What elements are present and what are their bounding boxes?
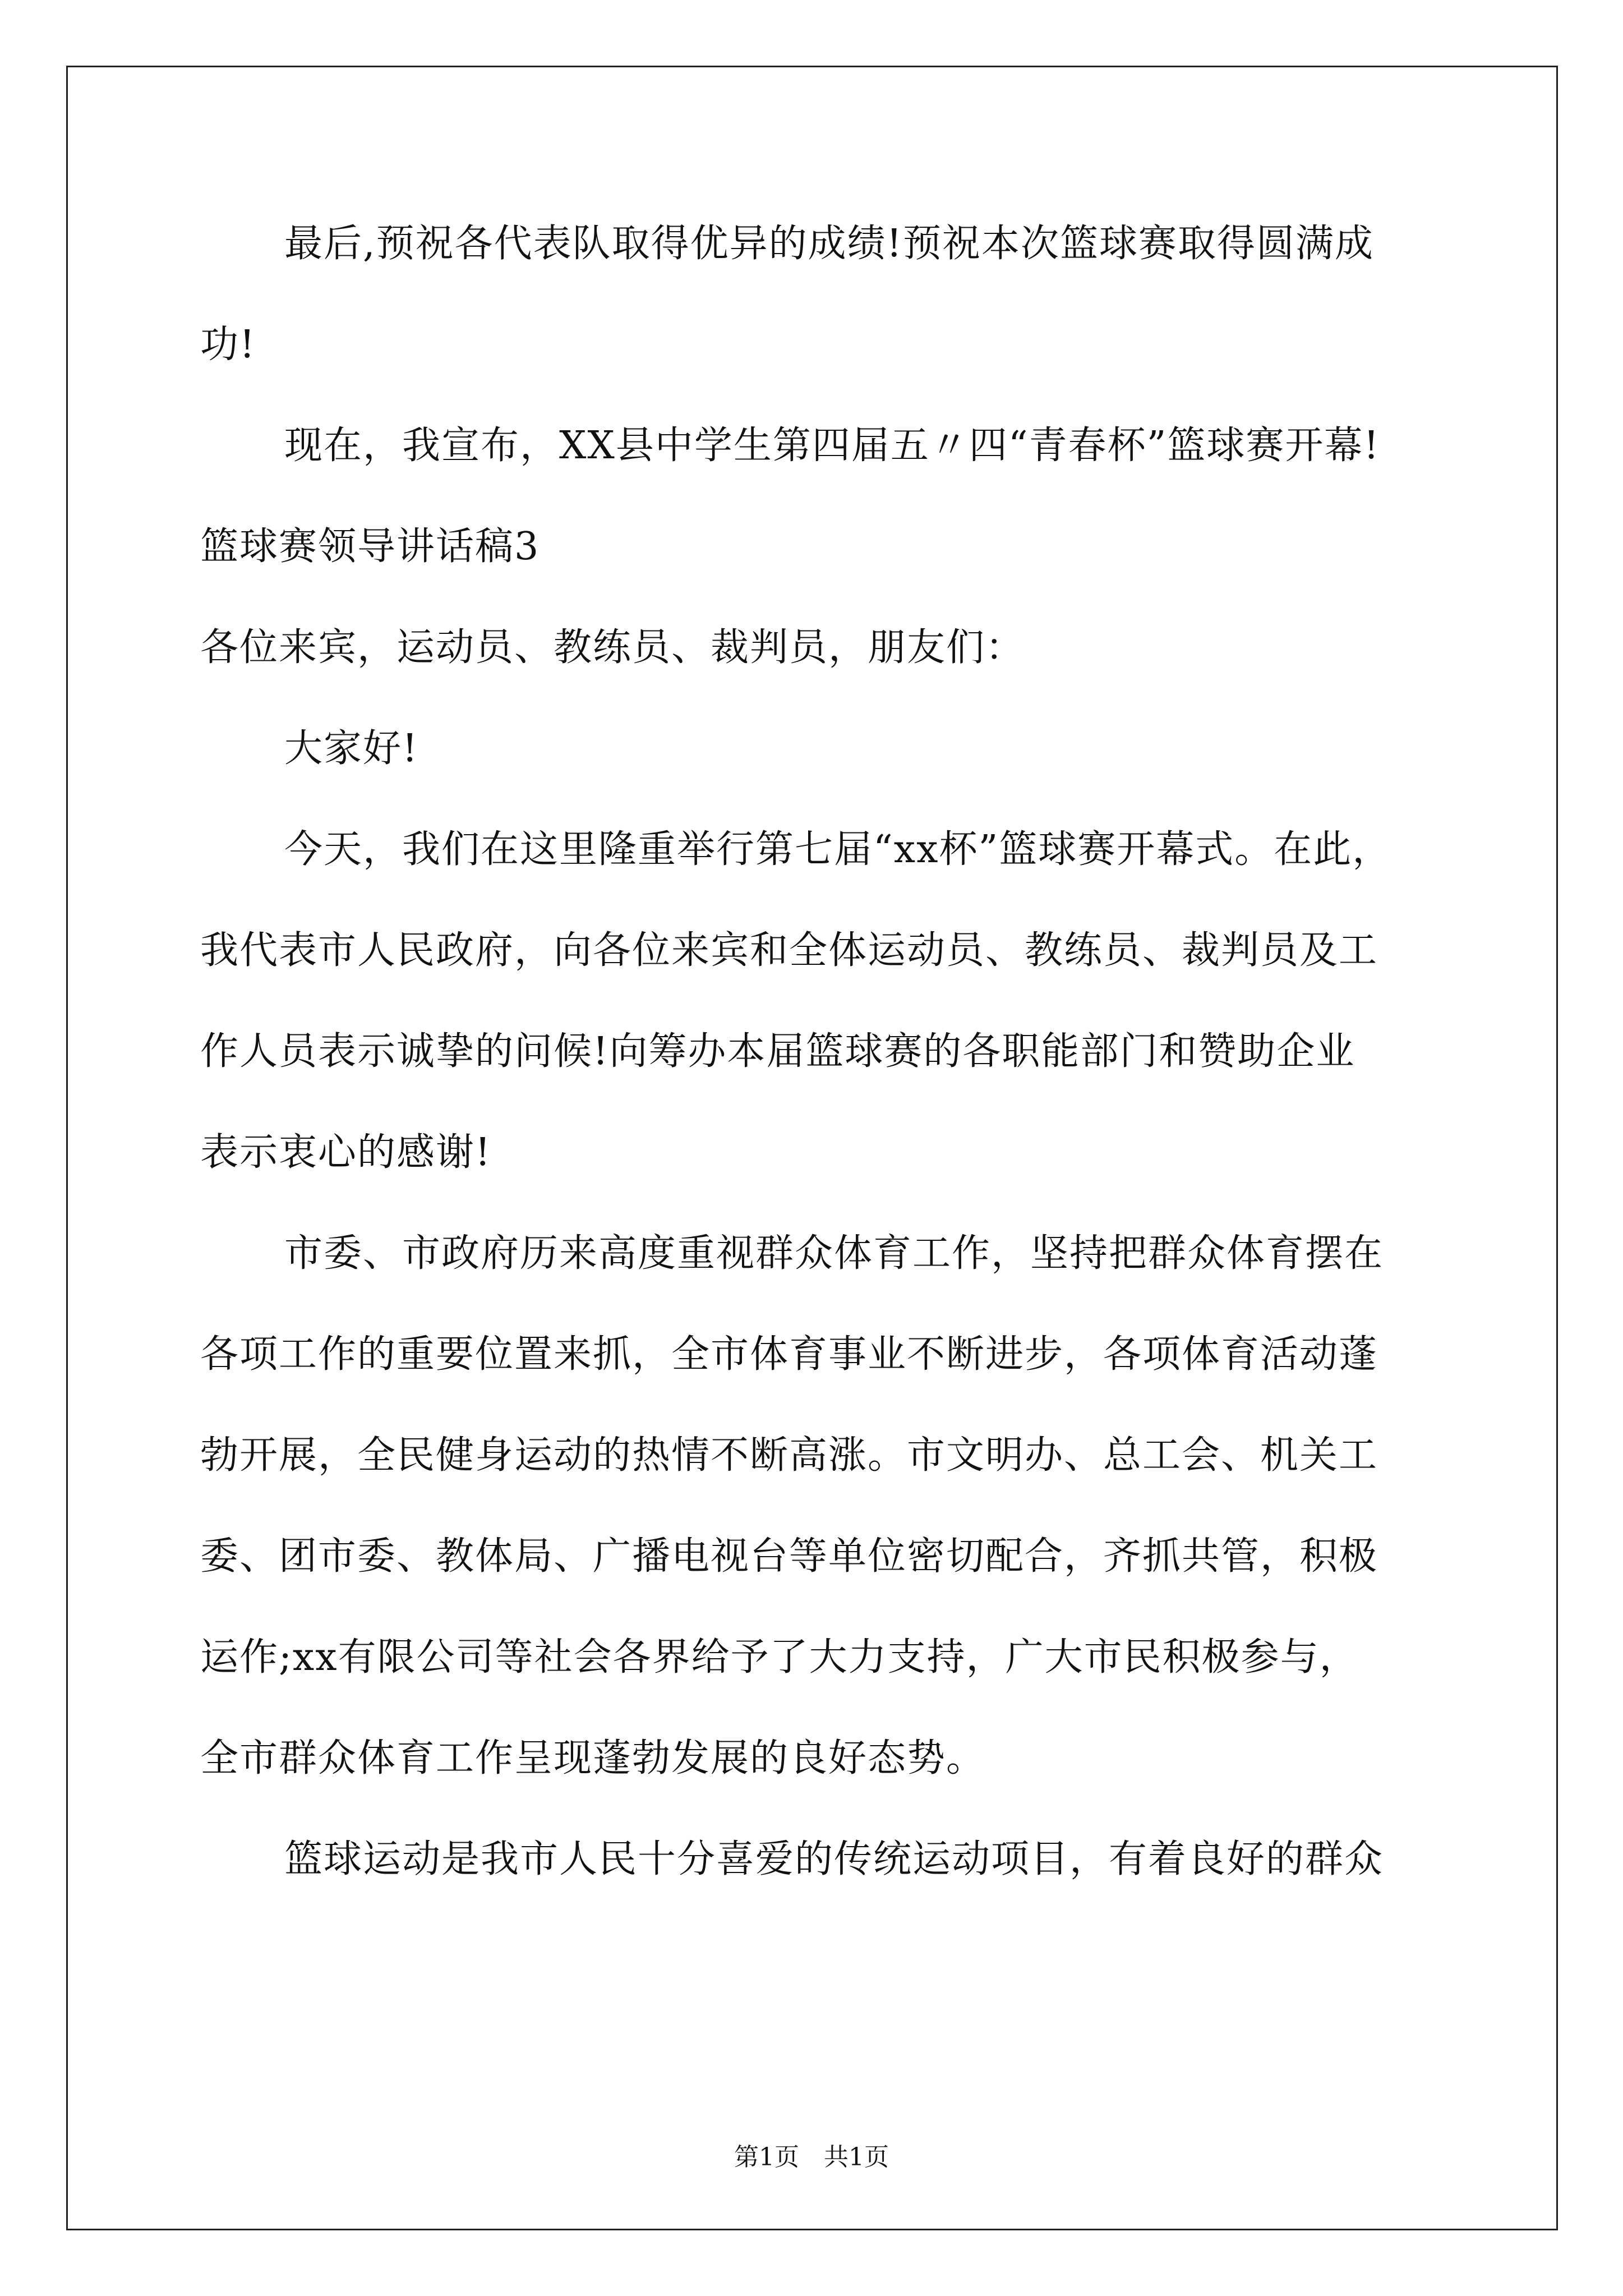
paragraph-line: 市委、市政府历来高度重视群众体育工作，坚持把群众体育摆在 (284, 1231, 1384, 1276)
paragraph-line: 最后,预祝各代表队取得优异的成绩!预祝本次篮球赛取得圆满成 (284, 222, 1374, 266)
paragraph-line: 今天，我们在这里隆重举行第七届“xx杯”篮球赛开幕式。在此， (284, 827, 1392, 872)
salutation: 各位来宾，运动员、教练员、裁判员，朋友们： (200, 625, 1025, 670)
paragraph-line: 功! (200, 323, 256, 367)
paragraph-line: 全市群众体育工作呈现蓬勃发展的良好态势。 (200, 1736, 986, 1780)
paragraph-line: 委、团市委、教体局、广播电视台等单位密切配合，齐抓共管，积极 (200, 1534, 1378, 1579)
section-title: 篮球赛领导讲话稿3 (200, 524, 540, 569)
page-footer: 第1页 共1页 (734, 2143, 889, 2171)
paragraph-line: 篮球运动是我市人民十分喜爱的传统运动项目，有着良好的群众 (284, 1837, 1384, 1881)
greeting: 大家好! (284, 726, 419, 771)
paragraph-line: 现在，我宣布，XX县中学生第四届五〃四“青春杯”篮球赛开幕! (284, 424, 1380, 468)
paragraph-line: 作人员表示诚挚的问候!向筹办本届篮球赛的各职能部门和赞助企业 (200, 1029, 1355, 1074)
paragraph-line: 表示衷心的感谢! (200, 1130, 492, 1175)
paragraph-line: 勃开展，全民健身运动的热情不断高涨。市文明办、总工会、机关工 (200, 1433, 1378, 1478)
paragraph-line: 运作;xx有限公司等社会各界给予了大力支持，广大市民积极参与， (200, 1635, 1359, 1680)
paragraph-line: 我代表市人民政府，向各位来宾和全体运动员、教练员、裁判员及工 (200, 928, 1378, 973)
paragraph-line: 各项工作的重要位置来抓，全市体育事业不断进步，各项体育活动蓬 (200, 1332, 1378, 1377)
